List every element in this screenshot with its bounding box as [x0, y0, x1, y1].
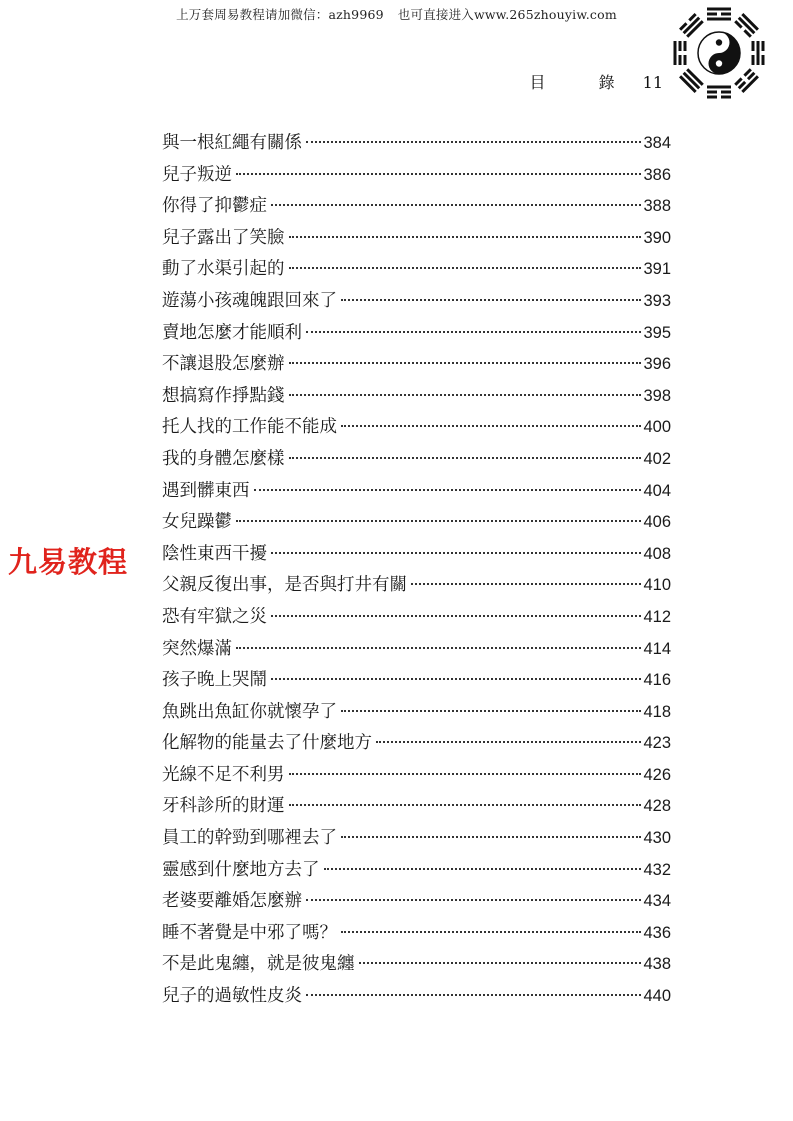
dot-leader	[306, 330, 641, 333]
toc-row[interactable]	[162, 570, 671, 602]
toc-entry-page: 402	[643, 449, 671, 468]
dot-leader	[236, 172, 641, 175]
toc-row[interactable]	[162, 823, 671, 855]
toc-entry-title: 你得了抑鬱症	[162, 196, 267, 217]
dot-leader	[359, 961, 642, 964]
section-title: 目 錄	[529, 73, 639, 92]
dot-leader	[341, 930, 641, 933]
yin-yang-bagua-icon	[664, 0, 774, 106]
toc-entry-title: 托人找的工作能不能成	[162, 417, 337, 438]
toc-entry-page: 386	[643, 165, 671, 184]
toc-entry-page: 440	[643, 987, 671, 1006]
dot-leader	[306, 993, 641, 996]
toc-row[interactable]	[162, 349, 671, 381]
toc-entry-page: 438	[643, 955, 671, 974]
toc-row[interactable]	[162, 981, 671, 1013]
toc-row[interactable]	[162, 128, 671, 160]
toc-row[interactable]	[162, 318, 671, 350]
page-number: 11	[642, 73, 663, 92]
toc-entry-page: 434	[643, 892, 671, 911]
toc-row[interactable]	[162, 634, 671, 666]
banner-text-website: 也可直接进入www.265zhouyiw.com	[397, 7, 617, 22]
toc-row[interactable]	[162, 223, 671, 255]
dot-leader	[306, 140, 641, 143]
toc-entry-title: 光線不足不利男	[162, 764, 285, 785]
dot-leader	[236, 519, 641, 522]
toc-row[interactable]	[162, 254, 671, 286]
toc-entry-page: 423	[643, 734, 671, 753]
toc-row[interactable]	[162, 697, 671, 729]
toc-row[interactable]	[162, 886, 671, 918]
banner-text-wechat: 上万套周易教程请加微信：azh9969	[176, 7, 384, 22]
dot-leader	[341, 835, 641, 838]
toc-row[interactable]	[162, 918, 671, 950]
dot-leader	[341, 709, 641, 712]
dot-leader	[271, 551, 641, 554]
toc-entry-page: 393	[643, 291, 671, 310]
toc-entry-page: 428	[643, 797, 671, 816]
toc-row[interactable]	[162, 507, 671, 539]
toc-entry-title: 兒子露出了笑臉	[162, 227, 285, 248]
toc-row[interactable]	[162, 760, 671, 792]
toc-row[interactable]	[162, 602, 671, 634]
toc-entry-title: 動了水渠引起的	[162, 259, 285, 280]
toc-row[interactable]	[162, 539, 671, 571]
toc-entry-page: 432	[643, 860, 671, 879]
toc-entry-page: 396	[643, 355, 671, 374]
table-of-contents	[162, 128, 671, 1013]
toc-entry-title: 遇到髒東西	[162, 480, 250, 501]
toc-entry-page: 384	[643, 134, 671, 152]
toc-entry-page: 398	[643, 386, 671, 405]
toc-entry-page: 390	[643, 228, 671, 247]
toc-entry-page: 412	[643, 607, 671, 626]
dot-leader	[341, 298, 641, 301]
toc-entry-title: 睡不著覺是中邪了嗎？	[162, 922, 337, 943]
dot-leader	[254, 488, 642, 491]
dot-leader	[289, 266, 642, 269]
toc-row[interactable]	[162, 160, 671, 192]
toc-entry-page: 416	[643, 671, 671, 690]
dot-leader	[411, 582, 641, 585]
toc-row[interactable]	[162, 412, 671, 444]
dot-leader	[236, 646, 641, 649]
toc-entry-title: 父親反復出事，是否與打井有關	[162, 575, 407, 596]
toc-row[interactable]	[162, 381, 671, 413]
toc-entry-title: 老婆要離婚怎麼辦	[162, 891, 302, 912]
toc-entry-title: 兒子的過敏性皮炎	[162, 986, 302, 1007]
toc-entry-page: 430	[643, 829, 671, 848]
toc-entry-page: 436	[643, 923, 671, 942]
toc-entry-page: 408	[643, 544, 671, 563]
toc-entry-page: 391	[643, 260, 671, 279]
toc-entry-title: 不是此鬼纏，就是彼鬼纏	[162, 954, 355, 975]
toc-entry-title: 恐有牢獄之災	[162, 606, 267, 627]
toc-entry-title: 孩子晚上哭鬧	[162, 670, 267, 691]
dot-leader	[341, 424, 641, 427]
toc-entry-page: 426	[643, 765, 671, 784]
toc-entry-title: 與一根紅繩有關係	[162, 133, 302, 153]
toc-entry-title: 魚跳出魚缸你就懷孕了	[162, 701, 337, 722]
dot-leader	[376, 740, 641, 743]
dot-leader	[289, 803, 642, 806]
toc-entry-title: 靈感到什麼地方去了	[162, 859, 320, 880]
toc-entry-title: 不讓退股怎麼辦	[162, 354, 285, 375]
toc-entry-title: 兒子叛逆	[162, 164, 232, 185]
toc-entry-title: 女兒躁鬱	[162, 512, 232, 533]
dot-leader	[271, 203, 641, 206]
toc-entry-page: 418	[643, 702, 671, 721]
toc-entry-page: 388	[643, 197, 671, 216]
toc-row[interactable]	[162, 191, 671, 223]
dot-leader	[289, 393, 642, 396]
running-head	[530, 70, 663, 93]
toc-row[interactable]	[162, 286, 671, 318]
toc-row[interactable]	[162, 949, 671, 981]
toc-entry-page: 400	[643, 418, 671, 437]
toc-entry-title: 牙科診所的財運	[162, 796, 285, 817]
toc-row[interactable]	[162, 791, 671, 823]
toc-entry-title: 想搞寫作掙點錢	[162, 385, 285, 406]
toc-entry-title: 我的身體怎麼樣	[162, 448, 285, 469]
dot-leader	[289, 456, 642, 459]
toc-entry-title: 員工的幹勁到哪裡去了	[162, 828, 337, 849]
toc-entry-title: 賣地怎麼才能順利	[162, 322, 302, 343]
toc-entry-title: 突然爆滿	[162, 638, 232, 659]
toc-row[interactable]	[162, 728, 671, 760]
toc-entry-title: 陰性東西干擾	[162, 543, 267, 564]
toc-entry-page: 404	[643, 481, 671, 500]
toc-row[interactable]	[162, 665, 671, 697]
toc-row[interactable]	[162, 855, 671, 887]
toc-entry-page: 414	[643, 639, 671, 658]
dot-leader	[306, 898, 641, 901]
toc-entry-title: 化解物的能量去了什麼地方	[162, 733, 372, 754]
dot-leader	[271, 614, 641, 617]
toc-row[interactable]	[162, 476, 671, 508]
dot-leader	[324, 867, 642, 870]
dot-leader	[289, 361, 642, 364]
dot-leader	[289, 235, 642, 238]
toc-row[interactable]	[162, 444, 671, 476]
toc-entry-page: 410	[643, 576, 671, 595]
toc-entry-page: 406	[643, 513, 671, 532]
dot-leader	[271, 677, 641, 680]
dot-leader	[289, 772, 642, 775]
toc-entry-title: 遊蕩小孩魂魄跟回來了	[162, 290, 337, 311]
toc-entry-page: 395	[643, 323, 671, 342]
watermark-text: 九易教程	[8, 545, 129, 579]
